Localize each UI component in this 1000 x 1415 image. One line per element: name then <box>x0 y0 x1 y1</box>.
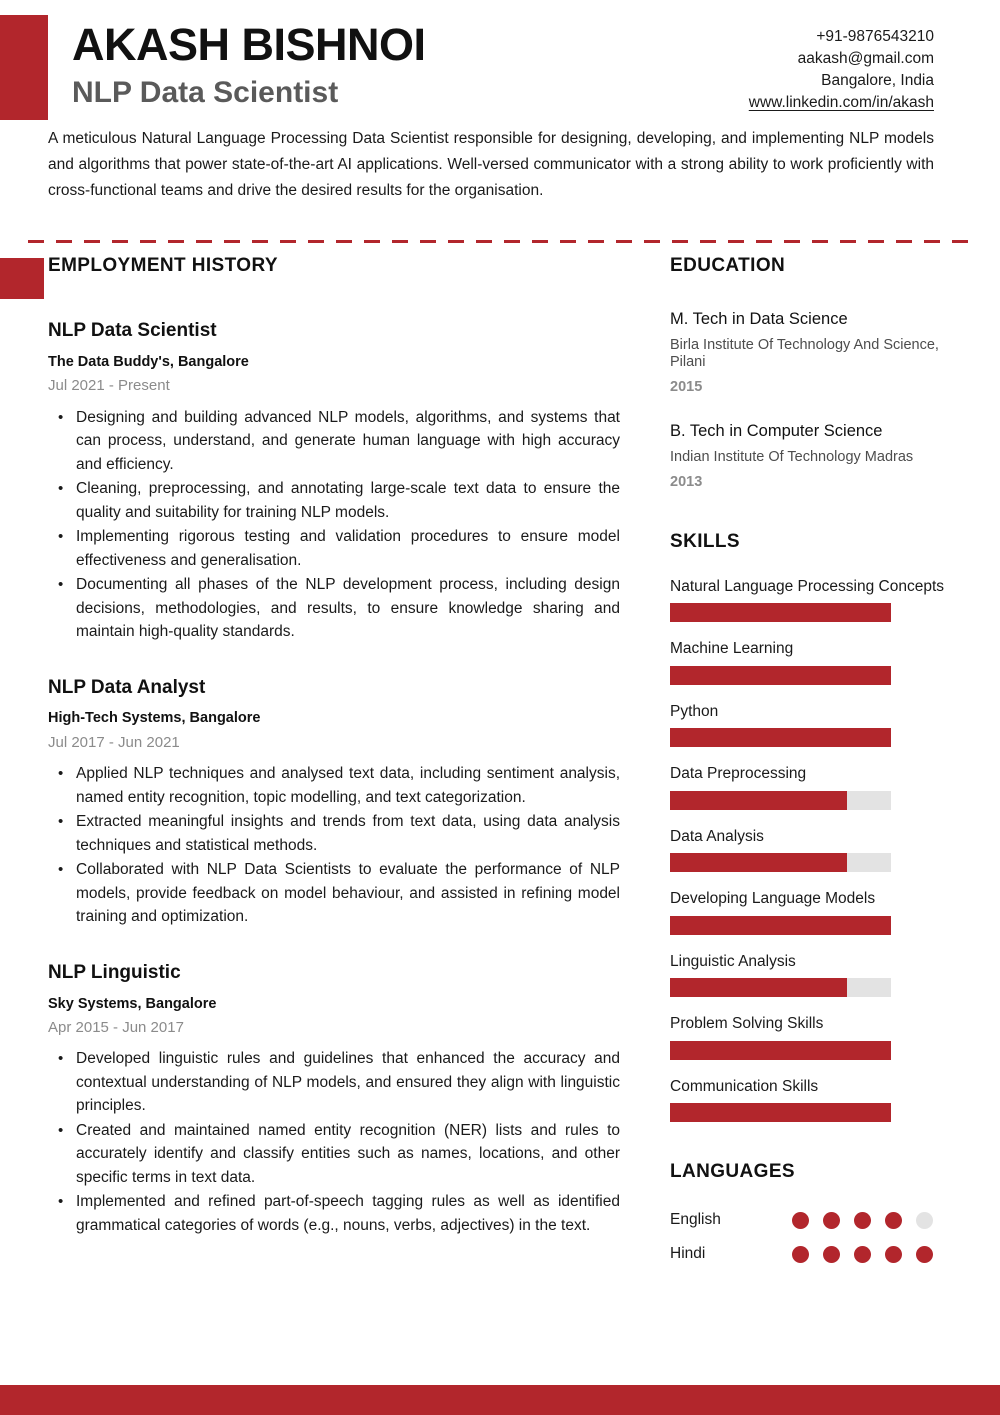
education-year: 2013 <box>670 474 703 491</box>
job-company: Sky Systems, Bangalore <box>48 995 217 1012</box>
education-title: EDUCATION <box>670 255 786 276</box>
dashed-divider <box>28 240 972 243</box>
right-column <box>670 256 960 1263</box>
skill-level-fill <box>670 978 847 997</box>
skill-entry <box>670 1015 960 1060</box>
language-dot-empty <box>916 1212 933 1229</box>
skills-title: SKILLS <box>670 530 740 552</box>
candidate-job-title: NLP Data Scientist <box>72 76 339 109</box>
job-bullet: • Applied NLP techniques and analysed text data, including sentiment analysis, named entity recognition, topic modelling, and text categorization. <box>74 762 620 809</box>
skill-level-track <box>670 1103 891 1122</box>
skill-level-track <box>670 916 891 935</box>
resume-header <box>0 14 1000 124</box>
language-dot-filled <box>792 1246 809 1263</box>
job-bullet: • Documenting all phases of the NLP development process, including design decisions, methodologies, and results, to ensure knowledge sharing and maintain high-quality standards. <box>74 573 620 644</box>
skill-level-fill <box>670 1041 891 1060</box>
job-role: NLP Linguistic <box>48 961 181 983</box>
skill-entry <box>670 953 960 998</box>
footer-accent-bar <box>0 1385 1000 1415</box>
employment-entry <box>48 676 620 929</box>
employment-section-accent-square <box>0 258 44 299</box>
skill-name: Linguistic Analysis <box>670 952 796 970</box>
job-bullet: • Collaborated with NLP Data Scientists to evaluate the performance of NLP models, provide feedback on model behaviour, and assisted in refining model training and optimization. <box>74 858 620 929</box>
skill-level-track <box>670 1041 891 1060</box>
education-year: 2015 <box>670 379 703 396</box>
contact-location: Bangalore, India <box>821 72 934 89</box>
skill-level-track <box>670 978 891 997</box>
skill-name: Python <box>670 702 719 720</box>
skill-level-track <box>670 603 891 622</box>
contact-linkedin-link[interactable]: www.linkedin.com/in/akash <box>748 94 934 111</box>
language-level-dots <box>792 1212 933 1229</box>
skill-level-fill <box>670 666 891 685</box>
skill-entry <box>670 578 960 623</box>
job-role: NLP Data Analyst <box>48 676 206 698</box>
language-dot-filled <box>854 1246 871 1263</box>
education-entry <box>670 421 960 492</box>
left-column <box>48 256 620 1238</box>
languages-list <box>670 1211 960 1263</box>
skill-level-fill <box>670 603 891 622</box>
job-bullet: • Implemented and refined part-of-speech tagging rules as well as identified grammatical categories of words (e.g., nouns, verbs, adjectives) in the text. <box>74 1190 620 1237</box>
job-bullet: • Cleaning, preprocessing, and annotating large-scale text data to ensure the quality and suitability for training NLP models. <box>74 477 620 524</box>
education-school: Birla Institute Of Technology And Science, Pilani <box>670 337 939 371</box>
skill-level-track <box>670 666 891 685</box>
job-bullet: • Implementing rigorous testing and validation procedures to ensure model effectiveness and generalisation. <box>74 525 620 572</box>
language-dot-filled <box>792 1212 809 1229</box>
job-bullet: • Developed linguistic rules and guidelines that enhanced the accuracy and contextual understanding of NLP models, and ensured they align with linguistic principles. <box>74 1047 620 1118</box>
candidate-name: AKASH BISHNOI <box>72 19 426 70</box>
skill-level-fill <box>670 791 847 810</box>
employment-entry <box>48 319 620 644</box>
job-company: High-Tech Systems, Bangalore <box>48 710 261 727</box>
education-degree: M. Tech in Data Science <box>670 310 848 328</box>
contact-phone: +91-9876543210 <box>816 28 934 45</box>
skill-level-track <box>670 728 891 747</box>
education-degree: B. Tech in Computer Science <box>670 421 883 440</box>
skill-level-fill <box>670 1103 891 1122</box>
job-dates: Jul 2021 - Present <box>48 376 170 394</box>
skill-name: Developing Language Models <box>670 890 876 908</box>
job-company: The Data Buddy's, Bangalore <box>48 353 249 370</box>
skill-level-fill <box>670 916 891 935</box>
language-name: English <box>670 1211 721 1229</box>
language-entry <box>670 1245 960 1264</box>
language-name: Hindi <box>670 1244 706 1262</box>
employment-list <box>48 319 620 1237</box>
skill-entry <box>670 765 960 810</box>
language-dot-filled <box>916 1246 933 1263</box>
education-list <box>670 309 960 492</box>
employment-history-title: EMPLOYMENT HISTORY <box>48 255 278 276</box>
job-dates: Jul 2017 - Jun 2021 <box>48 733 180 751</box>
skill-name: Data Analysis <box>670 827 764 845</box>
language-dot-filled <box>823 1246 840 1263</box>
language-dot-filled <box>885 1246 902 1263</box>
skill-level-fill <box>670 728 891 747</box>
education-school: Indian Institute Of Technology Madras <box>670 449 914 466</box>
language-dot-filled <box>854 1212 871 1229</box>
job-bullet: • Created and maintained named entity recognition (NER) lists and rules to accurately identify and classify entities such as names, locations, and other specific terms in text data. <box>74 1119 620 1190</box>
employment-entry <box>48 961 620 1238</box>
language-dot-filled <box>885 1212 902 1229</box>
skill-entry <box>670 1078 960 1123</box>
contact-block <box>749 26 934 114</box>
skills-list <box>670 578 960 1123</box>
contact-email: aakash@gmail.com <box>797 50 934 67</box>
job-bullet: • Designing and building advanced NLP models, algorithms, and systems that can process, understand, and generate human language with high accuracy and efficiency. <box>74 406 620 477</box>
skill-entry <box>670 828 960 873</box>
skill-entry <box>670 890 960 935</box>
skill-name: Problem Solving Skills <box>670 1015 824 1033</box>
language-level-dots <box>792 1246 933 1263</box>
language-dot-filled <box>823 1212 840 1229</box>
language-entry <box>670 1211 960 1230</box>
job-dates: Apr 2015 - Jun 2017 <box>48 1018 184 1036</box>
skill-entry <box>670 640 960 685</box>
education-entry <box>670 309 960 397</box>
job-bullet-list <box>48 1047 620 1237</box>
skill-name: Data Preprocessing <box>670 765 807 783</box>
languages-title: LANGUAGES <box>670 1161 795 1183</box>
profile-summary: A meticulous Natural Language Processing Data Scientist responsible for designing, developing, and implementing NLP models and algorithms that power state-of-the-art AI applications. Well-versed communicator with a strong ability to work proficiently with cross-functional teams and drive the desired results for the organisation. <box>48 130 934 199</box>
job-bullet: • Extracted meaningful insights and trends from text data, using data analysis techniques and statistical methods. <box>74 810 620 857</box>
skill-level-track <box>670 791 891 810</box>
skill-name: Natural Language Processing Concepts <box>670 577 945 595</box>
skill-name: Communication Skills <box>670 1077 819 1095</box>
skill-entry <box>670 703 960 748</box>
job-bullet-list <box>48 762 620 929</box>
skill-name: Machine Learning <box>670 640 794 658</box>
job-role: NLP Data Scientist <box>48 320 217 341</box>
skill-level-fill <box>670 853 847 872</box>
job-bullet-list <box>48 406 620 644</box>
skill-level-track <box>670 853 891 872</box>
